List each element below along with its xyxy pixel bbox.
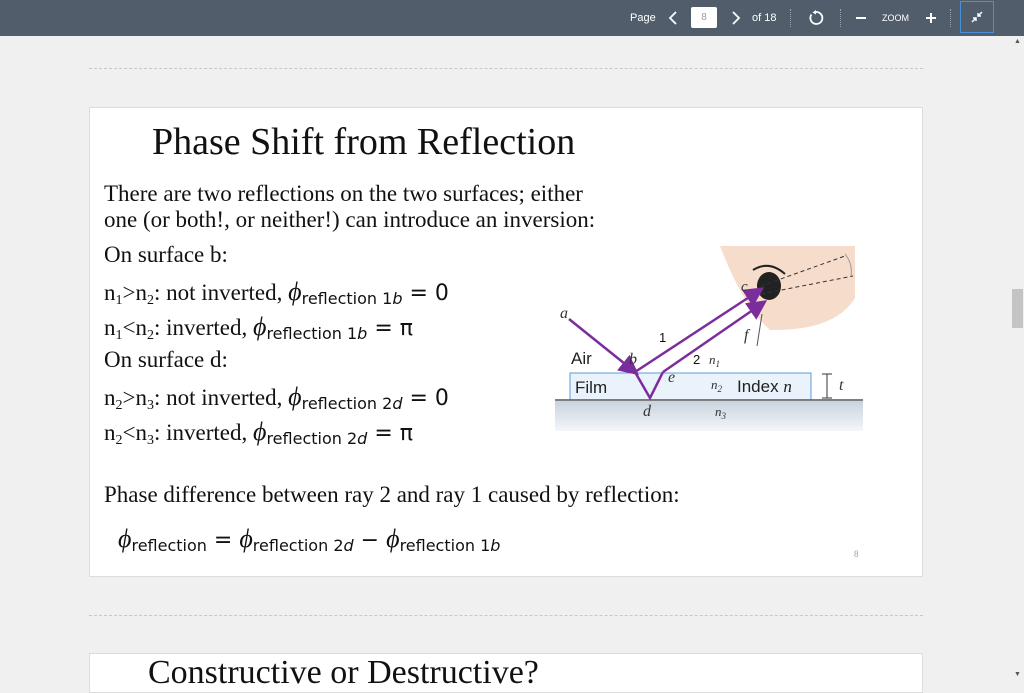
- thin-film-diagram: [555, 246, 865, 432]
- condition: $n_1<n_2$: [104, 315, 154, 343]
- next-slide-page: [89, 653, 923, 693]
- label-film: Film: [575, 378, 608, 397]
- slide-page-number: 8: [854, 549, 859, 559]
- previous-page-button[interactable]: [664, 0, 682, 36]
- toolbar-divider: [950, 9, 951, 27]
- scroll-down-arrow-icon[interactable]: ▼: [1014, 671, 1021, 678]
- surface-b-heading: On surface b:: [104, 242, 228, 267]
- condition: $n_2<n_3$: [104, 420, 154, 448]
- toolbar-divider: [840, 9, 841, 27]
- zoom-label: ZOOM: [882, 13, 909, 23]
- label-index-n: Index n: [737, 377, 792, 396]
- slide-title: Phase Shift from Reflection: [152, 121, 576, 163]
- condition: $n_1>n_2$: [104, 280, 154, 308]
- surface-d-heading: On surface d:: [104, 347, 228, 372]
- minus-icon: [855, 12, 867, 24]
- rotate-icon: [808, 10, 824, 26]
- phase-difference-text: Phase difference between ray 2 and ray 1 caused by reflection:: [104, 482, 680, 507]
- exit-fullscreen-button[interactable]: [960, 1, 994, 33]
- zoom-in-button[interactable]: [922, 0, 940, 36]
- slide-page: [89, 107, 923, 577]
- label-b: b: [629, 351, 637, 368]
- label-n2: $n_2$: [711, 377, 722, 394]
- label-e: e: [668, 369, 676, 386]
- surface-d-case-1: $n_2>n_3$: not inverted, ϕreflection 2d = 0: [104, 382, 449, 413]
- scroll-up-arrow-icon[interactable]: ▲: [1014, 38, 1021, 45]
- toolbar-divider: [790, 9, 791, 27]
- intro-text-line-1: There are two reflections on the two surfaces; either: [104, 181, 583, 206]
- next-page-button[interactable]: [727, 0, 745, 36]
- next-slide-title: Constructive or Destructive?: [148, 654, 539, 691]
- chevron-right-icon: [731, 11, 741, 25]
- page-count-label: of 18: [752, 12, 777, 24]
- plus-icon: [925, 12, 937, 24]
- phi-subscript: reflection 1b: [266, 324, 368, 343]
- label-a: a: [560, 305, 568, 322]
- label-d: d: [643, 403, 651, 420]
- collapse-icon: [970, 10, 984, 24]
- label-air: Air: [571, 349, 592, 368]
- phi-subscript: reflection 1b: [301, 289, 403, 308]
- phase-difference-equation: ϕreflection = ϕreflection 2d − ϕreflection 1b: [118, 524, 501, 555]
- intro-text-line-2: one (or both!, or neither!) can introduce an inversion:: [104, 207, 596, 232]
- phi-subscript: reflection 2d: [266, 429, 368, 448]
- phi-subscript: reflection 2d: [301, 394, 403, 413]
- page-separator: [89, 615, 923, 616]
- label-t: t: [839, 377, 844, 394]
- eye-icon: [757, 272, 781, 300]
- label-n1: $n_1$: [709, 352, 720, 369]
- label-ray-1: 1: [659, 330, 667, 345]
- surface-b-case-2: $n_1<n_2$: inverted, ϕreflection 1b = π: [104, 312, 413, 343]
- rotate-button[interactable]: [806, 0, 826, 36]
- zoom-out-button[interactable]: [852, 0, 870, 36]
- page-label: Page: [630, 12, 656, 24]
- thickness-marker: [822, 374, 832, 398]
- page-separator: [89, 68, 923, 69]
- label-n3: $n_3$: [715, 404, 726, 421]
- surface-b-case-1: $n_1>n_2$: not inverted, ϕreflection 1b = 0: [104, 277, 449, 308]
- label-f: f: [744, 327, 749, 344]
- label-ray-2: 2: [693, 352, 701, 367]
- label-c: c: [741, 279, 748, 295]
- chevron-left-icon: [668, 11, 678, 25]
- page-number-input[interactable]: [691, 7, 717, 28]
- substrate-region: [555, 401, 863, 431]
- scrollbar-thumb[interactable]: [1012, 289, 1023, 328]
- surface-d-case-2: $n_2<n_3$: inverted, ϕreflection 2d = π: [104, 417, 413, 448]
- pdf-toolbar: [0, 0, 1024, 36]
- condition: $n_2>n_3$: [104, 385, 154, 413]
